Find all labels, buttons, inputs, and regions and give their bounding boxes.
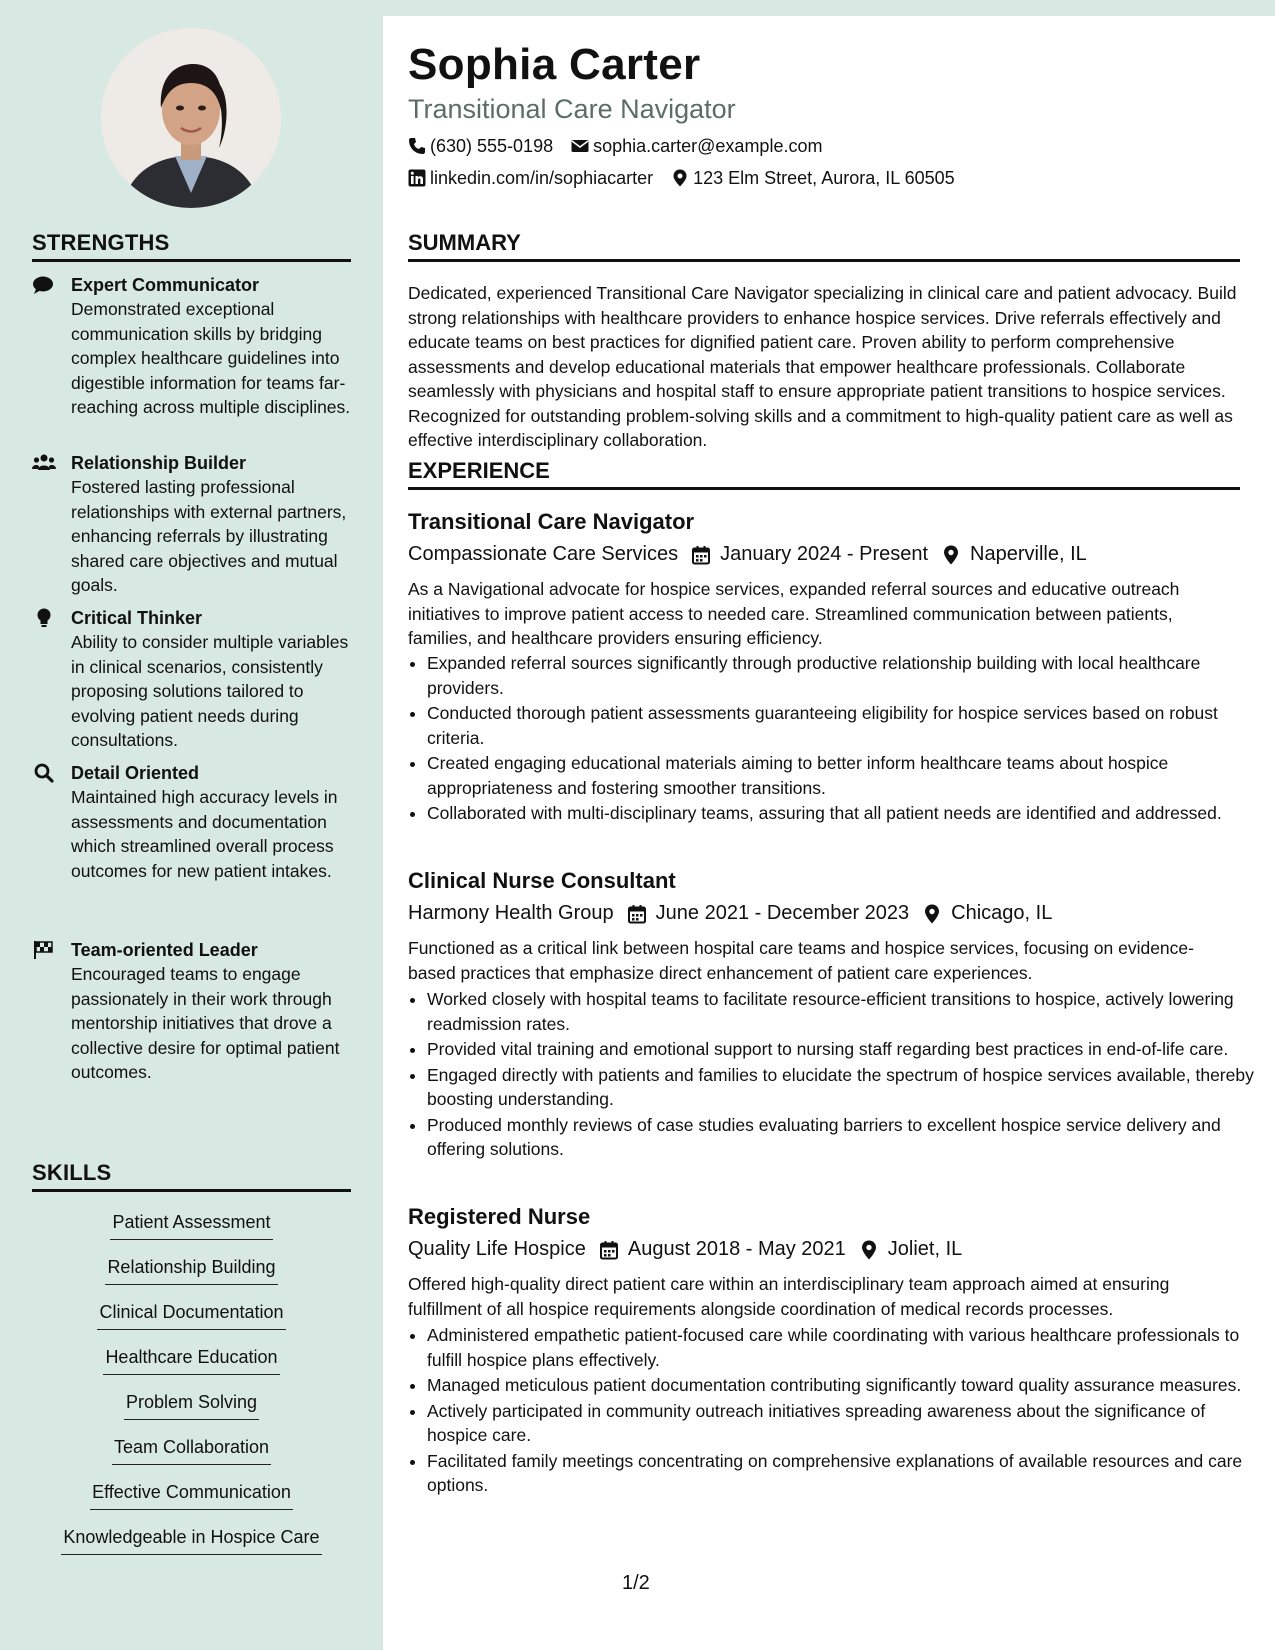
lightbulb-icon: [32, 608, 56, 628]
strength-desc: Encouraged teams to engage passionately in their work through mentorship initiatives that drove a collective desire for optimal patient outcomes.: [71, 964, 340, 1082]
job-title: Transitional Care Navigator: [408, 509, 695, 534]
summary-heading: SUMMARY: [408, 230, 1240, 262]
skill-item: Patient Assessment: [32, 1209, 351, 1240]
location-pin-icon: [859, 1240, 879, 1260]
skill-item: Effective Communication: [32, 1479, 351, 1510]
strength-item: [32, 451, 352, 598]
speech-bubble-icon: [32, 275, 56, 295]
calendar-icon: [599, 1240, 619, 1260]
phone-icon: [408, 137, 426, 155]
strength-title: Expert Communicator: [71, 275, 260, 295]
calendar-icon: [691, 545, 711, 565]
job-location: Joliet, IL: [887, 1238, 963, 1260]
list-item: • Provided vital training and emotional support to nursing staff regarding best practices in end-of-life care.: [427, 1037, 1259, 1062]
job-description: Offered high-quality direct patient care within an interdisciplinary team approach aimed at ensuring fulfillment of all hospice requirements alongside coordination of medical records processes.: [408, 1274, 1170, 1319]
job-meta: [408, 543, 1087, 566]
checkered-flag-icon: [32, 940, 56, 960]
skills-heading: SKILLS: [32, 1160, 351, 1192]
job-dates: June 2021 - December 2023: [655, 902, 910, 924]
candidate-name: Sophia Carter: [408, 40, 701, 89]
location-pin-icon: [671, 169, 689, 187]
linkedin-link[interactable]: linkedin.com/in/sophiacarter: [430, 168, 654, 188]
list-item: • Conducted thorough patient assessments guaranteeing eligibility for hospice services based on robust criteria.: [427, 701, 1259, 750]
summary-text: Dedicated, experienced Transitional Care Navigator specializing in clinical care and patient advocacy. Build strong relationships with healthcare providers to enhance hospice services. Drive referrals effectively and educate teams on best practices for dignified patient care. Proven ability to perform comprehensive assessments and develop educational materials that empower healthcare professionals. Collaborate seamlessly with physicians and hospital staff to ensure appropriate patient transitions to hospice services. Recognized for outstanding problem-solving skills and a commitment to high-quality patient care as well as effective interdisciplinary collaboration.: [408, 283, 1237, 450]
strength-desc: Demonstrated exceptional communication skills by bridging complex healthcare guidelines into digestible information for teams far-reaching across multiple disciplines.: [71, 299, 351, 417]
page-number: 1/2: [622, 1572, 650, 1594]
job-title: Registered Nurse: [408, 1204, 591, 1229]
job-meta: [408, 902, 1052, 925]
job-description: As a Navigational advocate for hospice services, expanded referral sources and educative outreach initiatives to improve patient access to needed care. Streamlined communication between patients, families, and healthcare providers ensuring efficiency.: [408, 579, 1180, 648]
strength-title: Team-oriented Leader: [71, 940, 258, 960]
location-pin-icon: [941, 545, 961, 565]
candidate-role: Transitional Care Navigator: [408, 94, 736, 124]
location-pin-icon: [922, 904, 942, 924]
strength-item: [32, 273, 352, 420]
list-item: • Produced monthly reviews of case studies evaluating barriers to excellent hospice service delivery and offering solutions.: [427, 1113, 1259, 1162]
list-item: • Worked closely with hospital teams to facilitate resource-efficient transitions to hospice, actively lowering readmission rates.: [427, 987, 1259, 1036]
list-item: • Facilitated family meetings concentrating on comprehensive explanations of available resources and care options.: [427, 1449, 1259, 1498]
job-company: Harmony Health Group: [408, 902, 614, 924]
job-location: Chicago, IL: [951, 902, 1053, 924]
list-item: • Administered empathetic patient-focused care while coordinating with various healthcare professionals to fulfill hospice plans effectively.: [427, 1323, 1259, 1372]
list-item: • Expanded referral sources significantly through productive relationship building with local healthcare providers.: [427, 651, 1259, 700]
email-link[interactable]: sophia.carter@example.com: [593, 136, 823, 156]
strength-title: Critical Thinker: [71, 608, 203, 628]
strengths-heading: STRENGTHS: [32, 230, 351, 262]
job-meta: [408, 1238, 962, 1261]
job-bullets: [408, 987, 1259, 1163]
job-dates: August 2018 - May 2021: [627, 1238, 846, 1260]
skill-item: Team Collaboration: [32, 1434, 351, 1465]
job-dates: January 2024 - Present: [720, 543, 929, 565]
people-group-icon: [32, 453, 56, 473]
contact-row: [408, 166, 955, 190]
strength-desc: Ability to consider multiple variables in clinical scenarios, consistently proposing solutions tailored to evolving patient needs during consultations.: [71, 632, 349, 750]
job-company: Quality Life Hospice: [408, 1238, 586, 1260]
strength-title: Relationship Builder: [71, 453, 247, 473]
job-bullets: [408, 651, 1259, 827]
job-location: Naperville, IL: [970, 543, 1087, 565]
job-bullets: [408, 1323, 1259, 1499]
linkedin-icon: [408, 169, 426, 187]
profile-photo: [101, 28, 281, 208]
contact-row: [408, 134, 822, 158]
skill-item: Knowledgeable in Hospice Care: [32, 1524, 351, 1555]
job-company: Compassionate Care Services: [408, 543, 679, 565]
skill-item: Clinical Documentation: [32, 1299, 351, 1330]
magnifier-icon: [32, 763, 56, 783]
list-item: • Managed meticulous patient documentation contributing significantly toward quality assurance measures.: [427, 1373, 1259, 1398]
skill-item: Healthcare Education: [32, 1344, 351, 1375]
calendar-icon: [627, 904, 647, 924]
list-item: • Actively participated in community outreach initiatives spreading awareness about the significance of hospice care.: [427, 1399, 1259, 1448]
strength-desc: Maintained high accuracy levels in assessments and documentation which streamlined overall process outcomes for new patient intakes.: [71, 787, 338, 881]
strength-item: [32, 761, 352, 883]
strength-title: Detail Oriented: [71, 763, 200, 783]
strength-desc: Fostered lasting professional relationships with external partners, enhancing referrals by illustrating shared care objectives and mutual goals.: [71, 477, 347, 595]
list-item: • Engaged directly with patients and families to elucidate the spectrum of hospice services available, thereby boosting understanding.: [427, 1063, 1259, 1112]
job-description: Functioned as a critical link between hospital care teams and hospice services, focusing on evidence-based practices that emphasize direct enhancement of patient care experiences.: [408, 938, 1194, 983]
list-item: • Collaborated with multi-disciplinary teams, assuring that all patient needs are identified and addressed.: [427, 801, 1259, 826]
strength-item: [32, 938, 352, 1085]
envelope-icon: [571, 137, 589, 155]
list-item: • Created engaging educational materials aiming to better inform healthcare teams about hospice appropriateness and fostering smoother transitions.: [427, 751, 1259, 800]
experience-heading: EXPERIENCE: [408, 458, 1240, 490]
job-title: Clinical Nurse Consultant: [408, 868, 676, 893]
address-text: 123 Elm Street, Aurora, IL 60505: [693, 168, 955, 188]
strength-item: [32, 606, 352, 753]
phone-text[interactable]: (630) 555-0198: [430, 136, 554, 156]
skill-item: Problem Solving: [32, 1389, 351, 1420]
skill-item: Relationship Building: [32, 1254, 351, 1285]
